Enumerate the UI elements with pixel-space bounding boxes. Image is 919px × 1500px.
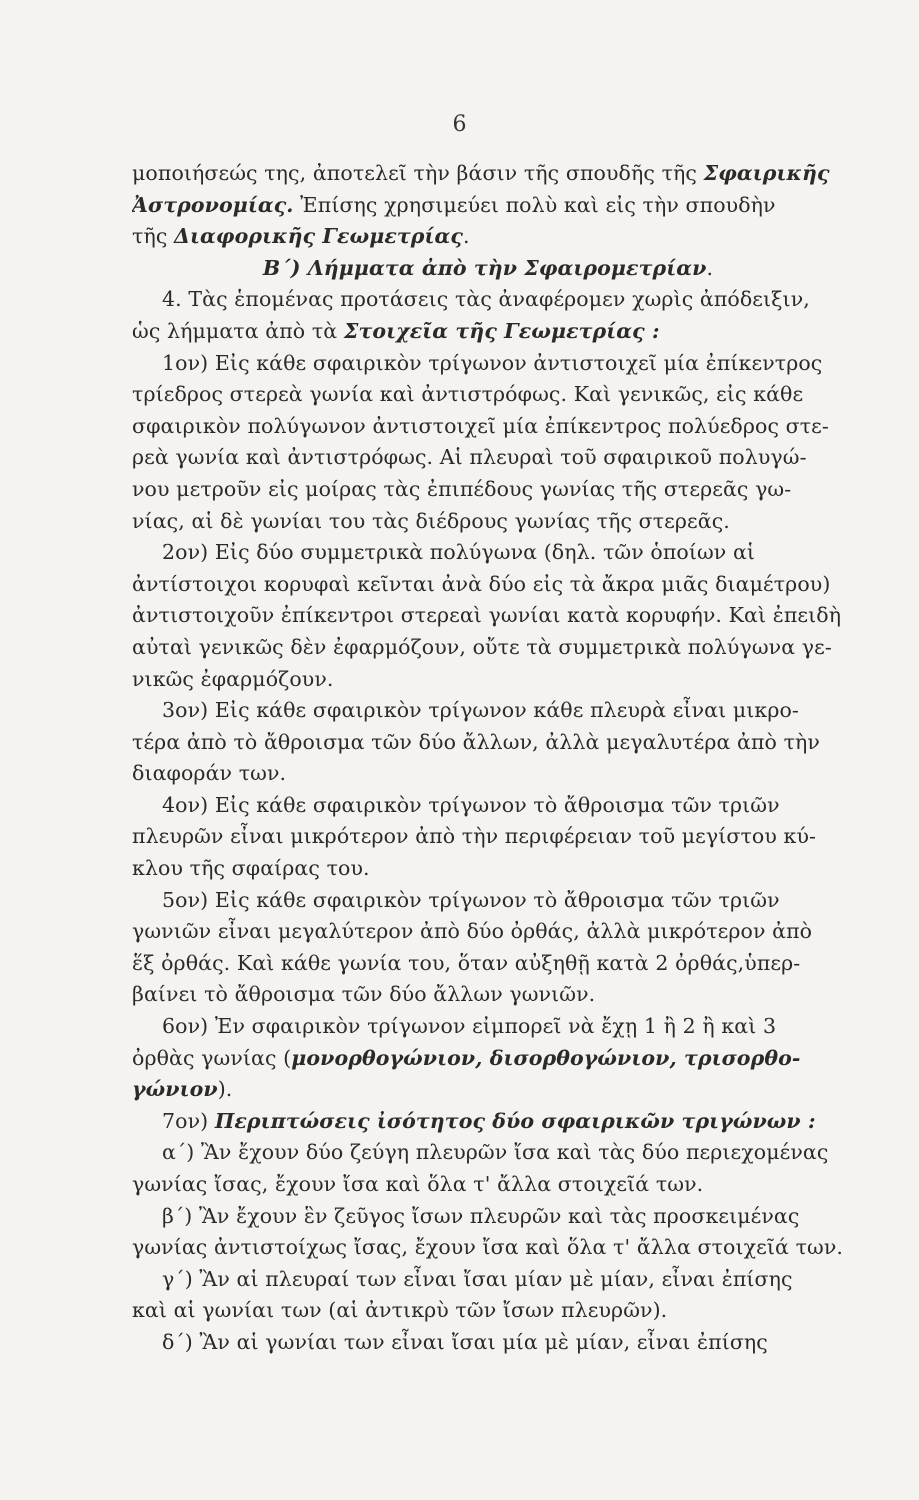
text-line: νικῶς ἐφαρμόζουν. (132, 666, 334, 691)
text-line: Ἀστρονομίας. Ἐπίσης χρησιμεύει πολὺ καὶ εἰς τὴν σπουδὴν (132, 192, 776, 217)
text-line: γωνιῶν εἶναι μεγαλύτερον ἀπὸ δύο ὀρθάς, ἀλλὰ μικρότερον ἀπὸ (132, 919, 813, 944)
text-line: ὡς λήμματα ἀπὸ τὰ Στοιχεῖα τῆς Γεωμετρίας : (132, 318, 660, 343)
text-line: γ΄) Ἂν αἱ πλευραί των εἶναι ἴσαι μίαν μὲ μίαν, εἶναι ἐπίσης (162, 1266, 793, 1291)
text-line: ρεὰ γωνία καὶ ἀντιστρόφως. Αἱ πλευραὶ τοῦ σφαιρικοῦ πολυγώ- (132, 445, 807, 470)
text-line: 7ον) Περιπτώσεις ἰσότητος δύο σφαιρικῶν τριγώνων : (162, 1108, 816, 1133)
section-heading: Β΄) Λήμματα ἀπὸ τὴν Σφαιρομετρίαν. (262, 255, 714, 280)
text-line: τῆς Διαφορικῆς Γεωμετρίας. (132, 224, 470, 249)
page-number: 6 (452, 112, 467, 137)
text-line: δ΄) Ἂν αἱ γωνίαι των εἶναι ἴσαι μία μὲ μίαν, εἶναι ἐπίσης (162, 1329, 768, 1354)
text-line: κλου τῆς σφαίρας του. (132, 856, 370, 881)
text-line: πλευρῶν εἶναι μικρότερον ἀπὸ τὴν περιφέρειαν τοῦ μεγίστου κύ- (132, 824, 817, 849)
text-line: 2ον) Εἰς δύο συμμετρικὰ πολύγωνα (δηλ. τῶν ὁποίων αἱ (162, 540, 756, 565)
text-line: ἀντίστοιχοι κορυφαὶ κεῖνται ἀνὰ δύο εἰς τὰ ἄκρα μιᾶς διαμέτρου) (132, 571, 831, 596)
text-line: α΄) Ἂν ἔχουν δύο ζεύγη πλευρῶν ἴσα καὶ τὰς δύο περιεχομένας (162, 1140, 829, 1165)
text-line: τέρα ἀπὸ τὸ ἄθροισμα τῶν δύο ἄλλων, ἀλλὰ μεγαλυτέρα ἀπὸ τὴν (132, 729, 820, 754)
text-line: 6ον) Ἐν σφαιρικὸν τρίγωνον εἰμπορεῖ νὰ ἔχῃ 1 ἢ 2 ἢ καὶ 3 (162, 1014, 777, 1039)
text-line: 4ον) Εἰς κάθε σφαιρικὸν τρίγωνον τὸ ἄθροισμα τῶν τριῶν (162, 792, 780, 817)
text-line: ἀντιστοιχοῦν ἐπίκεντροι στερεαὶ γωνίαι κατὰ κορυφήν. Καὶ ἐπειδὴ (132, 603, 842, 628)
text-line: αὐταὶ γενικῶς δὲν ἐφαρμόζουν, οὔτε τὰ συμμετρικὰ πολύγωνα γε- (132, 634, 832, 659)
text-line: β΄) Ἂν ἔχουν ἓν ζεῦγος ἴσων πλευρῶν καὶ τὰς προσκειμένας (162, 1203, 800, 1228)
text-line: γωνίας ἀντιστοίχως ἴσας, ἔχουν ἴσα καὶ ὅλα τ' ἄλλα στοιχεῖά των. (132, 1235, 844, 1260)
text-line: σφαιρικὸν πολύγωνον ἀντιστοιχεῖ μία ἐπίκεντρος πολύεδρος στε- (132, 413, 829, 438)
text-line: διαφοράν των. (132, 761, 287, 786)
text-line: γωνίας ἴσας, ἔχουν ἴσα καὶ ὅλα τ' ἄλλα στοιχεῖά των. (132, 1172, 704, 1196)
text-line: 5ον) Εἰς κάθε σφαιρικὸν τρίγωνον τὸ ἄθροισμα τῶν τριῶν (162, 887, 780, 912)
text-line: νίας, αἱ δὲ γωνίαι του τὰς διέδρους γωνίας τῆς στερεᾶς. (132, 508, 730, 533)
text-line: 4. Τὰς ἑπομένας προτάσεις τὰς ἀναφέρομεν χωρὶς ἀπόδειξιν, (162, 287, 810, 312)
text-line: βαίνει τὸ ἄθροισμα τῶν δύο ἄλλων γωνιῶν. (132, 982, 596, 1007)
text-line: γώνιον). (132, 1077, 233, 1102)
text-line: 1ον) Εἰς κάθε σφαιρικὸν τρίγωνον ἀντιστοιχεῖ μία ἐπίκεντρος (162, 350, 823, 375)
body-text (132, 158, 844, 1359)
text-line: τρίεδρος στερεὰ γωνία καὶ ἀντιστρόφως. Καὶ γενικῶς, εἰς κάθε (132, 382, 804, 407)
text-line: μοποιήσεώς της, ἀποτελεῖ τὴν βάσιν τῆς σπουδῆς τῆς Σφαιρικῆς (132, 161, 830, 185)
text-line: ἕξ ὀρθάς. Καὶ κάθε γωνία του, ὅταν αὐξηθῇ κατὰ 2 ὀρθάς,ὑπερ- (132, 950, 801, 975)
text-line: καὶ αἱ γωνίαι των (αἱ ἀντικρὺ τῶν ἴσων πλευρῶν). (132, 1298, 668, 1323)
text-line: ὀρθὰς γωνίας (μονορθογώνιον, δισορθογώνιον, τρισορθο- (132, 1045, 801, 1070)
text-line: νου μετροῦν εἰς μοίρας τὰς ἐπιπέδους γωνίας τῆς στερεᾶς γω- (132, 476, 792, 501)
text-line: 3ον) Εἰς κάθε σφαιρικὸν τρίγωνον κάθε πλευρὰ εἶναι μικρο- (162, 698, 799, 723)
